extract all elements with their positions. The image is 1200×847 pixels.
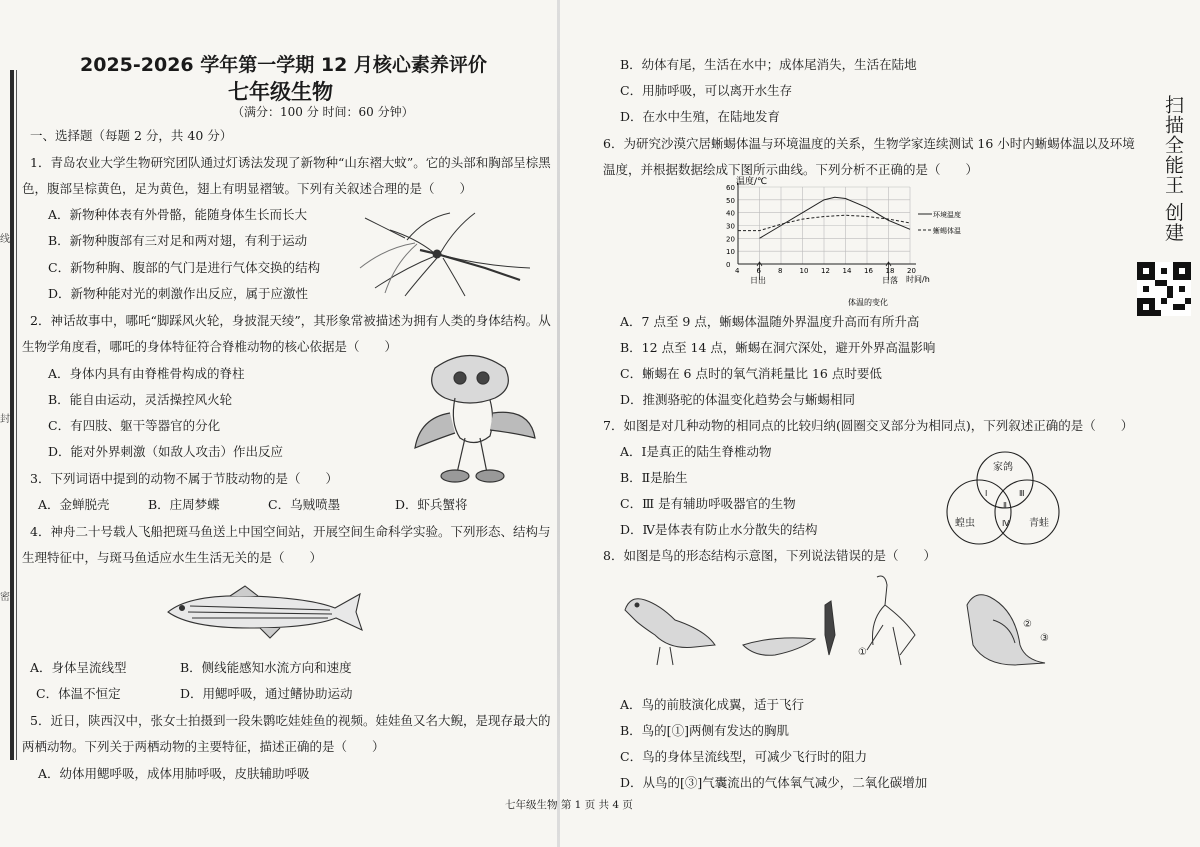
chart-y-tick-label: 50 [726,196,735,205]
chart-xlabel: 时间/h [906,275,930,284]
q3-stem: 3．下列词语中提到的动物不属于节肢动物的是（ ） [30,471,338,486]
q5-stem-line1: 5．近日，陕西汉中，张女士拍摄到一段朱鹮吃娃娃鱼的视频。娃娃鱼又名大鲵，是现存最大的 [30,713,551,728]
sunrise-label: 日出 [750,276,766,285]
q3-option-b: B．庄周梦蝶 [148,497,220,512]
chart-y-tick-label: 0 [726,261,731,269]
q5-option-b: B．幼体有尾，生活在水中；成体尾消失，生活在陆地 [620,57,917,72]
binding-rule-thin [16,70,17,760]
q8-option-b: B．鸟的[①]两侧有发达的胸肌 [620,723,789,738]
q7-option-a: A．Ⅰ是真正的陆生脊椎动物 [620,444,772,459]
chart-y-tick-label: 40 [726,209,735,218]
legend-label-0: 环境温度 [933,211,961,219]
q1-stem-line1: 1．青岛农业大学生物研究团队通过灯诱法发现了新物种“山东褶大蚊”。它的头部和胸部呈棕黑 [30,155,551,170]
venn-region-4: Ⅳ [1002,519,1010,528]
bird-anatomy [967,595,1045,665]
scanner-watermark: 扫描全能王 创建 [1162,95,1184,243]
q4-stem-line2: 生理特征中，与斑马鱼适应水生生活无关的是（ ） [22,550,323,565]
q3-option-d: D．虾兵蟹将 [395,497,468,512]
wing [743,638,815,655]
series-line-0 [760,197,911,238]
marker-3: ③ [1040,633,1049,644]
venn-label-locust: 蝗虫 [955,518,975,529]
venn-label-frog: 青蛙 [1029,518,1049,529]
chart-x-tick-label: 6 [756,267,761,275]
exam-subject: 七年级生物 [228,80,333,104]
zebrafish-figure [160,582,370,642]
q6-stem-line1: 6．为研究沙漠穴居蜥蜴体温与环境温度的关系，生物学家连续测试 16 小时内蜥蜴体温以及环境 [603,136,1135,151]
chart-ylabel: 温度/℃ [736,177,768,187]
q8-option-d: D．从鸟的[③]气囊流出的气体氧气减少，二氧化碳增加 [620,775,928,790]
chart-x-tick-label: 8 [778,267,783,275]
sunset-label: 日落 [882,276,898,285]
venn-circle-frog [995,480,1059,544]
chart-y-tick-label: 10 [726,248,735,257]
q8-option-c: C．鸟的身体呈流线型，可减少飞行时的阻力 [620,749,868,764]
q5-option-c: C．用肺呼吸，可以离开水生存 [620,83,793,98]
venn-label-pigeon: 家鸽 [993,462,1013,473]
q6-option-c: C．蜥蜴在 6 点时的氧气消耗量比 16 点时要低 [620,366,882,381]
q6-option-b: B．12 点至 14 点，蜥蜴在洞穴深处，避开外界高温影响 [620,340,936,355]
q4-option-d: D．用鳃呼吸，通过鳍协助运动 [180,686,353,701]
q5-option-a: A．幼体用鳃呼吸，成体用肺呼吸，皮肤辅助呼吸 [38,766,310,781]
q2-option-b: B．能自由运动，灵活操控风火轮 [48,392,233,407]
chart-y-tick-label: 30 [726,222,735,231]
venn-region-3: Ⅲ [1019,489,1025,498]
venn-region-1: Ⅰ [985,489,988,498]
q5-option-d: D．在水中生殖，在陆地发育 [620,109,781,124]
exam-title: 2025-2026 学年第一学期 12 月核心素养评价 [80,54,487,76]
binding-mark-seal: 封 [0,414,10,425]
chart-x-tick-label: 10 [799,267,809,275]
marker-2: ② [1023,619,1032,630]
chart-y-tick-label: 60 [726,184,735,192]
q4-option-b: B．侧线能感知水流方向和速度 [180,660,352,675]
q7-option-c: C．Ⅲ 是有辅助呼吸器官的生物 [620,496,796,511]
chart-x-tick-label: 4 [735,267,740,275]
q2-option-d: D．能对外界刺激（如敌人攻击）作出反应 [48,444,284,459]
exam-info: （满分：100 分 时间：60 分钟） [232,105,414,119]
venn-diagram [935,450,1060,550]
binding-mark-secret: 密 [0,592,10,603]
q1-stem-line2: 色，腹部呈棕黄色，足为黄色，翅上有明显褶皱。下列有关叙述合理的是（ ） [22,181,473,196]
q6-option-a: A．7 点至 9 点，蜥蜴体温随外界温度升高而有所升高 [620,314,920,329]
qr-code [1137,262,1191,316]
q3-option-a: A．金蝉脱壳 [38,497,110,512]
q7-option-b: B．Ⅱ是胎生 [620,470,688,485]
chart-y-tick-label: 20 [726,235,735,244]
q1-option-a: A．新物种体表有外骨骼，能随身体生长而长大 [48,207,308,222]
crane-fly-figure [345,208,535,298]
venn-region-2: Ⅱ [1003,501,1007,510]
q1-option-d: D．新物种能对光的刺激作出反应，属于应激性 [48,286,309,301]
q4-option-c: C．体温不恒定 [36,686,121,701]
chart-x-tick-label: 12 [821,267,830,275]
q2-stem-line2: 生物学角度看，哪吒的身体特征符合脊椎动物的核心依据是（ ） [22,339,398,354]
page-footer: 七年级生物 第 1 页 共 4 页 [505,799,633,811]
feather [825,601,835,655]
q2-option-a: A．身体内具有由脊椎骨构成的脊柱 [48,366,245,381]
binding-rule [10,70,14,760]
chart-x-tick-label: 18 [885,267,895,275]
chart-x-tick-label: 16 [864,267,873,275]
q2-option-c: C．有四肢、躯干等器官的分化 [48,418,221,433]
q8-option-a: A．鸟的前肢演化成翼，适于飞行 [620,697,805,712]
chart-x-tick-label: 20 [907,267,916,275]
q2-stem-line1: 2．神话故事中，哪吒“脚踩风火轮，身披混天绫”，其形象常被描述为拥有人类的身体结构。从 [30,313,551,328]
legend-label-1: 蜥蜴体温 [933,227,961,235]
q4-stem-line1: 4．神舟二十号载人飞船把斑马鱼送上中国空间站，开展空间生命科学实验。下列形态、结构与 [30,524,551,539]
section-heading: 一、选择题（每题 2 分，共 40 分） [30,128,233,143]
q8-stem: 8．如图是鸟的形态结构示意图，下列说法错误的是（ ） [603,548,936,563]
nezha-figure [395,338,545,488]
q5-stem-line2: 两栖动物。下列关于两栖动物的主要特征，描述正确的是（ ） [22,739,385,754]
q1-option-c: C．新物种胸、腹部的气门是进行气体交换的结构 [48,260,321,275]
q3-option-c: C．乌贼喷墨 [268,497,341,512]
q7-stem: 7．如图是对几种动物的相同点的比较归纳(圆圈交叉部分为相同点)，下列叙述正确的是（ ） [603,418,1134,433]
binding-mark-line: 线 [0,234,10,245]
chart-title: 体温的变化 [848,298,888,307]
bird-structure-figure [615,565,1055,680]
bird-skeleton [867,576,915,665]
q1-option-b: B．新物种腹部有三对足和两对翅，有利于运动 [48,233,308,248]
q6-option-d: D．推测骆驼的体温变化趋势会与蜥蜴相同 [620,392,856,407]
marker-1: ① [858,647,867,658]
chart-x-tick-label: 14 [842,267,852,275]
q4-option-a: A．身体呈流线型 [30,660,127,675]
temperature-chart [720,172,961,310]
q6-stem-line2: 温度，并根据数据绘成下图所示曲线。下列分析不正确的是（ ） [603,162,979,177]
q7-option-d: D．Ⅳ是体表有防止水分散失的结构 [620,522,818,537]
